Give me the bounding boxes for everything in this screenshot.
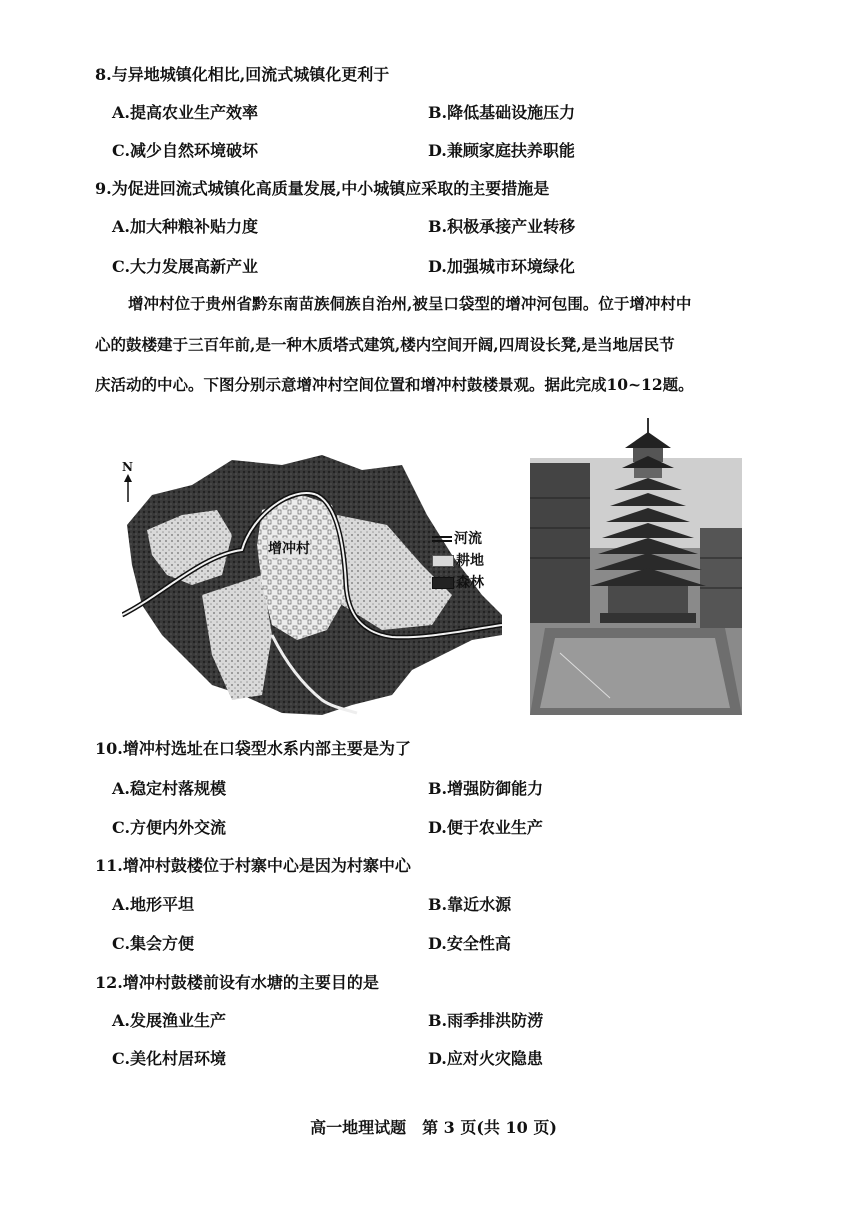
- question-11-option-b: B.靠近水源: [428, 895, 512, 914]
- farmland-swatch: [432, 555, 454, 567]
- question-8-option-a: A.提高农业生产效率: [112, 103, 258, 122]
- question-9-option-b: B.积极承接产业转移: [428, 217, 576, 236]
- passage-line-2: 心的鼓楼建于三百年前,是一种木质塔式建筑,楼内空间开阔,四周设长凳,是当地居民节: [95, 335, 675, 354]
- question-8-stem: 8.与异地城镇化相比,回流式城镇化更利于: [95, 65, 390, 84]
- question-12-option-c: C.美化村居环境: [112, 1049, 227, 1068]
- question-12-option-d: D.应对火灾隐患: [428, 1049, 543, 1068]
- village-label: 增冲村: [268, 538, 310, 558]
- question-9-option-c: C.大力发展高新产业: [112, 257, 259, 276]
- question-10-option-b: B.增强防御能力: [428, 779, 544, 798]
- question-12-option-b: B.雨季排洪防涝: [428, 1011, 544, 1030]
- question-8-option-d: D.兼顾家庭扶养职能: [428, 141, 575, 160]
- forest-swatch: [432, 577, 454, 589]
- question-11-option-a: A.地形平坦: [112, 895, 194, 914]
- question-8-option-c: C.减少自然环境破坏: [112, 141, 259, 160]
- question-9-option-a: A.加大种粮补贴力度: [112, 217, 258, 236]
- question-11-option-c: C.集会方便: [112, 934, 195, 953]
- question-11-stem: 11.增冲村鼓楼位于村寨中心是因为村寨中心: [95, 856, 411, 875]
- page-footer: 高一地理试题 第 3 页(共 10 页): [310, 1118, 557, 1137]
- question-9-option-d: D.加强城市环境绿化: [428, 257, 575, 276]
- passage-line-1: 增冲村位于贵州省黔东南苗族侗族自治州,被呈口袋型的增冲河包围。位于增冲村中: [128, 294, 692, 313]
- legend-farmland-label: 耕地: [456, 553, 484, 569]
- legend-farmland: [432, 550, 484, 570]
- question-10-stem: 10.增冲村选址在口袋型水系内部主要是为了: [95, 739, 411, 758]
- river-swatch: [432, 536, 452, 542]
- legend-river: [432, 528, 482, 548]
- question-9-stem: 9.为促进回流式城镇化高质量发展,中小城镇应采取的主要措施是: [95, 179, 550, 198]
- drum-tower-photo: [530, 418, 742, 715]
- question-12-option-a: A.发展渔业生产: [112, 1011, 226, 1030]
- legend-river-label: 河流: [454, 531, 482, 547]
- question-10-option-a: A.稳定村落规模: [112, 779, 226, 798]
- legend-forest-label: 森林: [456, 575, 484, 591]
- question-8-option-b: B.降低基础设施压力: [428, 103, 576, 122]
- question-11-option-d: D.安全性高: [428, 934, 511, 953]
- question-12-stem: 12.增冲村鼓楼前设有水塘的主要目的是: [95, 973, 379, 992]
- passage-line-3: 庆活动的中心。下图分别示意增冲村空间位置和增冲村鼓楼景观。据此完成10~12题。: [95, 375, 694, 394]
- question-10-option-d: D.便于农业生产: [428, 818, 543, 837]
- north-label: N: [122, 460, 133, 474]
- question-10-option-c: C.方便内外交流: [112, 818, 227, 837]
- legend-forest: [432, 572, 484, 592]
